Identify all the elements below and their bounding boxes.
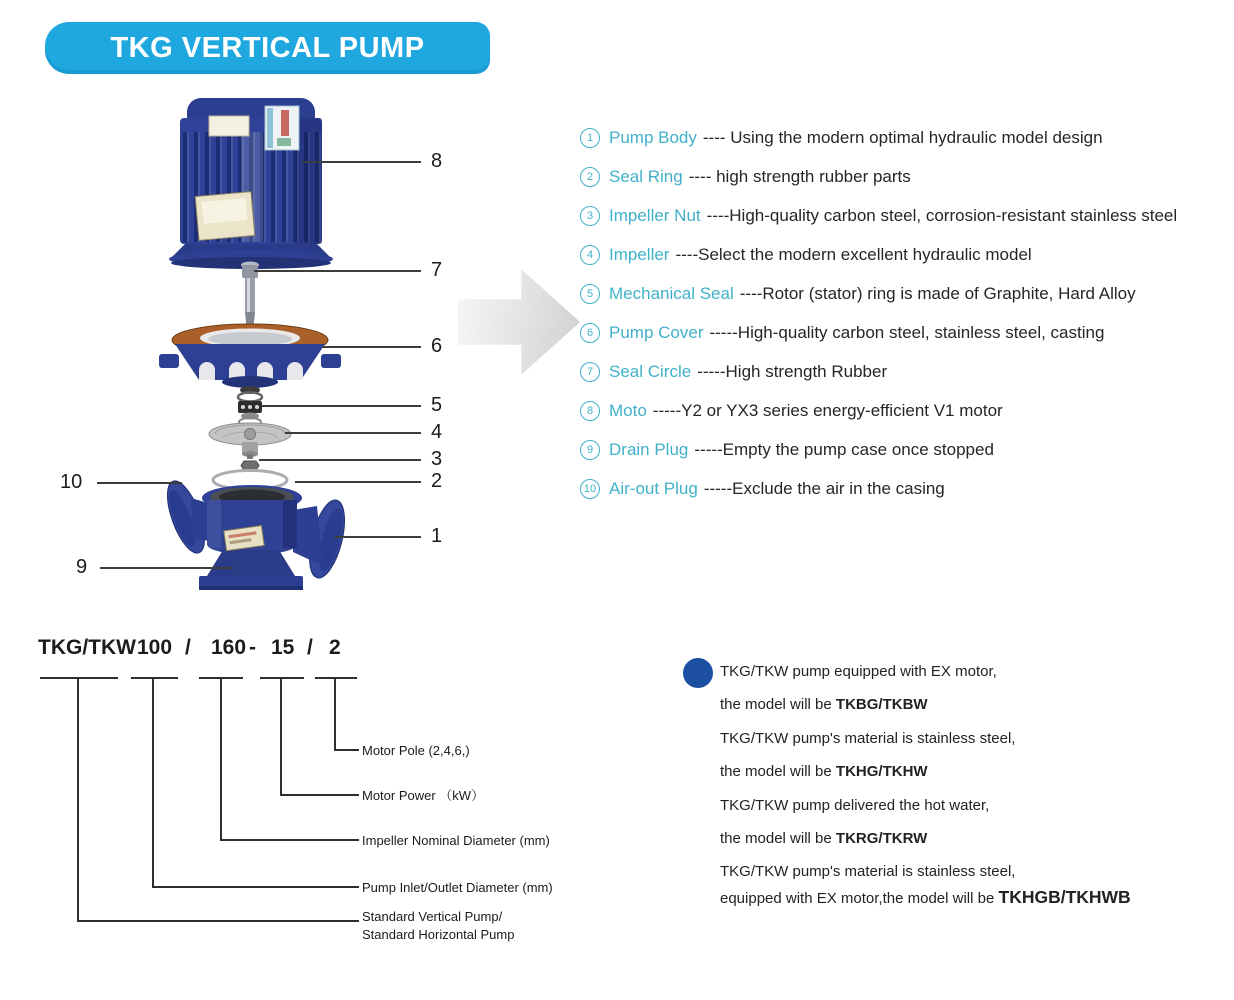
model-stem-line (280, 677, 282, 796)
note-text: TKG/TKW pump's material is stainless steel, (720, 863, 1016, 880)
model-stem-line (220, 677, 222, 841)
note-model-code: TKHGB/TKHWB (998, 887, 1131, 907)
model-underline (315, 677, 357, 679)
model-code-segment: / (307, 636, 313, 659)
part-description: -----Y2 or YX3 series energy-efficient V1 motor (652, 401, 1003, 420)
note-model-code: TKHG/TKHW (835, 763, 928, 780)
model-stem-line (152, 677, 154, 888)
model-code-segment: 2 (329, 636, 341, 659)
part-description: ---- Using the modern optimal hydraulic model design (702, 128, 1103, 147)
parts-list-item (580, 204, 1234, 228)
part-number-badge: 6 (580, 323, 600, 343)
model-code-segment: 15 (271, 636, 295, 659)
callout-number: 3 (431, 448, 443, 470)
model-label: Pump Inlet/Outlet Diameter (mm) (362, 880, 553, 895)
part-name: Pump Body (609, 128, 697, 147)
model-label (362, 908, 514, 944)
model-connector-line (220, 839, 359, 841)
note-model-code: TKBG/TKBW (835, 696, 928, 713)
right-arrow-icon (458, 262, 580, 382)
model-label: Motor Power （kW） (362, 788, 485, 803)
parts-list-item (580, 360, 1234, 384)
part-description: -----High strength Rubber (697, 362, 888, 381)
part-name: Seal Circle (609, 362, 692, 381)
model-label: Impeller Nominal Diameter (mm) (362, 833, 550, 848)
note-line (720, 730, 1015, 747)
title-banner (45, 22, 490, 74)
callout-leader-line (302, 161, 421, 163)
model-connector-line (334, 749, 359, 751)
model-label: Motor Pole (2,4,6,) (362, 743, 470, 758)
model-stem-line (334, 677, 336, 751)
pump-cover-part (159, 324, 341, 388)
model-underline (260, 677, 304, 679)
callout-number: 7 (431, 259, 443, 281)
model-code-segment: - (249, 636, 256, 659)
note-line (720, 830, 927, 847)
part-description: ---- high strength rubber parts (688, 167, 911, 186)
parts-list (580, 126, 1234, 501)
part-name: Impeller Nut (609, 206, 701, 225)
model-connector-line (280, 794, 359, 796)
pump-body-part (160, 477, 351, 590)
callout-leader-line (261, 405, 421, 407)
parts-list-item (580, 126, 1234, 150)
callout-number: 4 (431, 421, 443, 443)
part-description: -----Exclude the air in the casing (703, 479, 945, 498)
model-stem-line (77, 677, 79, 922)
part-description: ----Rotor (stator) ring is made of Graphite, Hard Alloy (739, 284, 1136, 303)
model-code-segment: 160 (211, 636, 247, 659)
part-name: Moto (609, 401, 647, 420)
note-model-code: TKRG/TKRW (835, 830, 928, 847)
model-code-segment: / (185, 636, 191, 659)
parts-list-item (580, 477, 1234, 501)
parts-list-item (580, 399, 1234, 423)
note-line (720, 663, 997, 680)
callout-leader-line (322, 346, 421, 348)
part-name: Air-out Plug (609, 479, 698, 498)
model-underline (40, 677, 118, 679)
callout-number: 5 (431, 394, 443, 416)
note-text: TKG/TKW pump's material is stainless steel, (720, 730, 1016, 747)
impeller-part (209, 423, 291, 459)
part-number-badge: 5 (580, 284, 600, 304)
callout-number: 6 (431, 335, 443, 357)
note-line (720, 763, 928, 780)
note-text: the model will be (720, 696, 836, 713)
part-number-badge: 1 (580, 128, 600, 148)
callout-number: 2 (431, 470, 443, 492)
motor-part (169, 98, 333, 269)
part-name: Seal Ring (609, 167, 683, 186)
model-label-line1: Standard Vertical Pump/ (362, 909, 503, 924)
note-text: the model will be (720, 763, 836, 780)
part-description: ----High-quality carbon steel, corrosion-resistant stainless steel (706, 206, 1178, 225)
callout-leader-line (295, 481, 421, 483)
page-title: TKG VERTICAL PUMP (110, 31, 425, 64)
part-description: -----High-quality carbon steel, stainless steel, casting (709, 323, 1105, 342)
part-number-badge: 2 (580, 167, 600, 187)
parts-list-item (580, 438, 1234, 462)
parts-list-item (580, 321, 1234, 345)
note-line (720, 887, 1131, 908)
part-name: Pump Cover (609, 323, 704, 342)
part-number-badge: 9 (580, 440, 600, 460)
model-code-segment: 100 (137, 636, 173, 659)
part-name: Impeller (609, 245, 670, 264)
callout-leader-line (254, 270, 421, 272)
parts-list-item (580, 165, 1234, 189)
part-name: Drain Plug (609, 440, 689, 459)
part-number-badge: 4 (580, 245, 600, 265)
note-bullet-icon (683, 658, 713, 688)
note-text: equipped with EX motor,the model will be (720, 890, 999, 907)
callout-number: 8 (431, 150, 443, 172)
callout-number: 9 (76, 556, 88, 578)
part-number-badge: 8 (580, 401, 600, 421)
note-line (720, 863, 1015, 880)
callout-leader-line (100, 567, 233, 569)
part-description: ----Select the modern excellent hydraulic model (675, 245, 1032, 264)
note-line (720, 696, 928, 713)
note-line (720, 797, 989, 814)
note-text: TKG/TKW pump equipped with EX motor, (720, 663, 997, 680)
callout-number: 1 (431, 525, 443, 547)
note-text: TKG/TKW pump delivered the hot water, (720, 797, 990, 814)
callout-number: 10 (60, 471, 83, 493)
callout-leader-line (335, 536, 421, 538)
part-name: Mechanical Seal (609, 284, 734, 303)
model-connector-line (152, 886, 359, 888)
impeller-nut-part (241, 461, 259, 470)
model-underline (131, 677, 178, 679)
note-text: the model will be (720, 830, 836, 847)
model-code-segment: TKG/TKW (38, 636, 136, 659)
callout-leader-line (97, 482, 182, 484)
part-number-badge: 10 (580, 479, 600, 499)
callout-leader-line (259, 459, 421, 461)
part-description: -----Empty the pump case once stopped (694, 440, 994, 459)
mechanical-seal-part (238, 386, 262, 426)
parts-list-item (580, 282, 1234, 306)
model-connector-line (77, 920, 359, 922)
part-number-badge: 3 (580, 206, 600, 226)
parts-list-item (580, 243, 1234, 267)
part-number-badge: 7 (580, 362, 600, 382)
model-label-line2: Standard Horizontal Pump (362, 927, 515, 942)
callout-leader-line (285, 432, 421, 434)
